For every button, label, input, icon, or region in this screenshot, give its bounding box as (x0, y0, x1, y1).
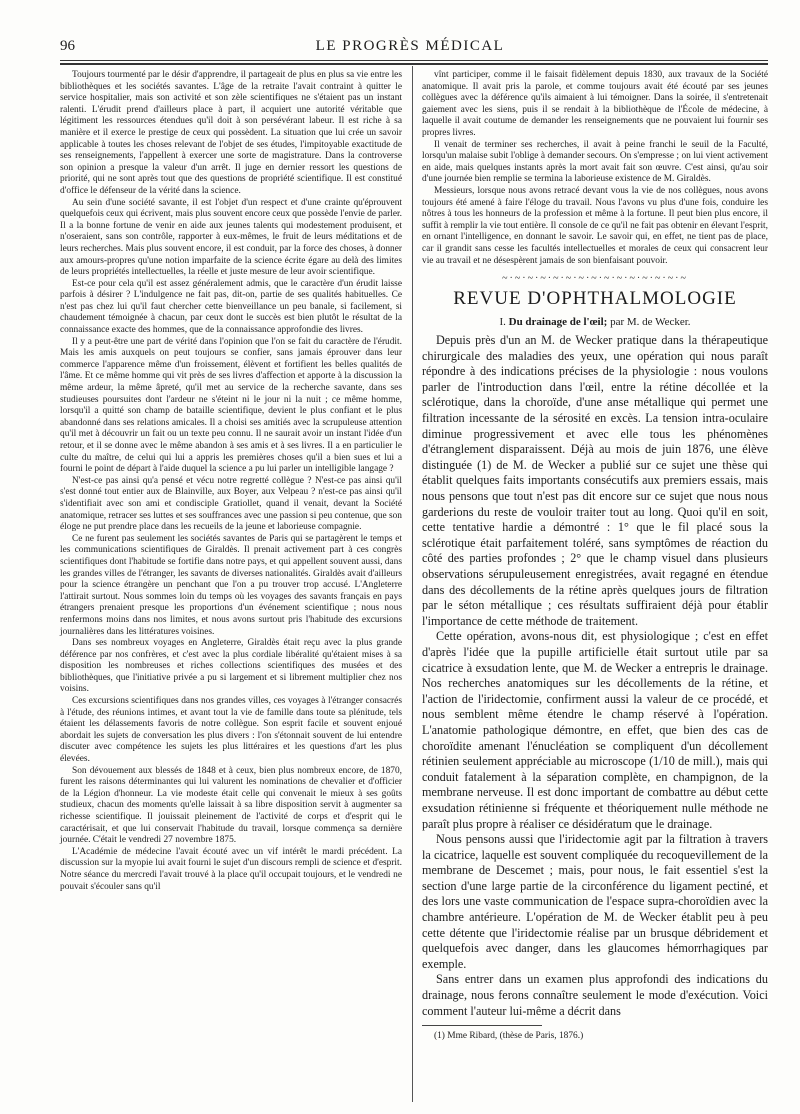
left-column (60, 70, 402, 893)
paragraph: Est-ce pour cela qu'il est assez généralement admis, que le caractère d'un érudit laisse parfois à désirer ? L'indulgence ne fait pas, dit-on, partie de ses qualités habituelles. Ce n'est pas chez lui qu'il faut chercher cette bienveillance un peu banale, si facilement, si chaudement témoignée à chacun, par ceux dont le succès est bien plutôt le résultat de la connaissance exacte des hommes, que de la connaissance approfondie des livres. (60, 278, 402, 336)
paragraph: vînt participer, comme il le faisait fidèlement depuis 1830, aux travaux de la Société anatomique. Il avait pris la parole, et comme toujours avait été écouté par ses jeunes collègues avec la déférence qu'ils aimaient à lui témoigner. Dans la soirée, il s'entretenait gaiement avec les siens, puis il se rendait à la bibliothèque de l'École de médecine, à laquelle il avait coutume de demander les renseignements que ne pouvaient lui fournir ses propres livres. (422, 70, 768, 138)
page-number: 96 (60, 38, 75, 54)
paragraph: Nous pensons aussi que l'iridectomie agit par la filtration à travers la cicatrice, laquelle est souvent compliquée du recoquevillement de la membrane de Descemet ; mais, pour nous, le fait essentiel s'est la section d'une large partie de la circonférence du ligament pectiné, et des lors une vaste communication de l'espace supra-choroïdien avec la chambre antérieure. L'opération de M. de Wecker établit peu à peu cette détente que l'iridectomie réalise par un brusque débridement et quelquefois avec danger, dans les glaucomes hémorrhagiques par exemple. (422, 832, 768, 971)
footnote-rule (422, 1025, 542, 1026)
paragraph: Toujours tourmenté par le désir d'apprendre, il partageait de plus en plus sa vie entre les bibliothèques et les sociétés savantes. L'âge de la retraite l'avait contraint à quitter le service hospitalier, mais son activité et son zèle scientifiques ne s'étaient pas un instant ralenti. L'érudit prend d'ailleurs place à part, il acquiert une autorité véritable que légitiment les ressources étendues qu'il doit à son persévérant labeur. Il est riche à sa manière et il exerce le prestige de ceux qui possèdent. La situation que lui crée un savoir applicable à toutes les choses relevant de l'objet de ses études, l'impitoyable exactitude de ses renseignements, l'appellent à exercer une sorte de magistrature. Dans la controverse son opinion a presque la valeur d'un arrêt. Il juge en dernier ressort les questions de priorité, qui ne sont après tout que des questions de propriété scientifique. Il est constitué d'office le défenseur de la vérité dans la science. (60, 70, 402, 196)
paragraph: Cette opération, avons-nous dit, est physiologique ; c'est en effet d'après l'idée que la pupille artificielle était surtout utile par sa cicatrice à exsudation lente, que M. de Wecker a entrepris le drainage. Nos recherches anatomiques sur les décollements de la rétine, et l'action de l'iridectomie, confirment aussi la valeur de ce procédé, et nous semblent même étendre le champ réservé à l'opération. L'anatomie pathologique démontre, en effet, que bien des cas de choroïdite amenant l'énucléation se compliquent d'un décollement rétinien seulement appréciable au microscope (1/10 de mill.), mais qui conduit fatalement à la séparation complète, en champignon, de la membrane nerveuse. Il est donc important de combattre au début cette exsudation rétinienne si fréquente et théoriquement nulle méthode ne paraît plus propre à réaliser ce désidératum que le drainage. (422, 629, 768, 831)
footnote: (1) Mme Ribard, (thèse de Paris, 1876.) (434, 1031, 584, 1042)
article-heading (422, 316, 768, 328)
column-separator (412, 66, 413, 1102)
article-number: I. (499, 316, 506, 329)
paragraph: Au sein d'une société savante, il est l'objet d'un respect et d'une crainte qu'éprouvent quelquefois ceux qui écrivent, mais plus souvent encore ceux que possède l'envie de parler. Il a la bonne fortune de venir en aide aux jeunes talents qui modestement produisent, et n'oseraient, sans son contrôle, rapporter à eux-mêmes, le fruit de leurs méditations et de leurs recherches. Mais plus souvent encore, il est conduit, par la force des choses, à donner aux amours-propres qu'une notion imparfaite de la science écrite égare au delà des limites de leurs propriétés intellectuelles, la réelle et juste mesure de leur avoir scientifique. (60, 197, 402, 278)
section-title: REVUE D'OPHTHALMOLOGIE (453, 288, 737, 310)
paragraph: Dans ses nombreux voyages en Angleterre, Giraldès était reçu avec la plus grande déférence par nos confrères, et c'est avec la plus cordiale libéralité qu'étaient mises à sa disposition les nombreuses et riches collections scientifiques des musées et des bibliothèques, que l'initiative privée a pu si largement et si librement multiplier chez nos voisins. (60, 638, 402, 695)
article-body (422, 333, 768, 1019)
right-column (422, 70, 768, 1042)
paragraph: Ces excursions scientifiques dans nos grandes villes, ces voyages à l'étranger consacrés à l'étude, des réunions intimes, et avant tout la vie de famille dans toute sa plénitude, tels étaient les délassements favoris de notre collègue. Son esprit facile et souvent enjoué abordait les sujets de conversation les plus divers : l'on s'étonnait souvent de lui entendre discuter avec compétence les sujets les plus littéraires et les questions d'art les plus élevées. (60, 696, 402, 765)
paragraph: Il venait de terminer ses recherches, il avait à peine franchi le seuil de la Faculté, lorsqu'un malaise subit l'oblige à demander secours. On s'empresse ; on lui vient activement en aide, mais quelques instants après la mort avait fait son œuvre. C'est ainsi, qu'au soir d'une journée bien remplie se termina la laborieuse existence de M. Giraldès. (422, 139, 768, 185)
page-header (60, 38, 760, 58)
paragraph: Messieurs, lorsque nous avons retracé devant vous la vie de nos collègues, nous avons toujours été amené à faire l'éloge du travail. Nous l'avons vu plus d'une fois, conduire les nôtres à tous les honneurs de la profession et même à la fortune. Il peut bien plus encore, il suffit à remplir la vie tout entière. Il console de ce qu'il ne fait pas obtenir en élevant l'esprit, en ornant l'intelligence, en donnant le savoir. Le savoir qui, en effet, ne tient pas de place, car il grandit sans cesse les facultés intellectuelles et morales de ceux qui consacrent leur vie au travail et ne désespèrent jamais de son bienfaisant pouvoir. (422, 185, 768, 266)
journal-title: LE PROGRÈS MÉDICAL (315, 38, 505, 54)
paragraph: Depuis près d'un an M. de Wecker pratique dans la thérapeutique chirurgicale des maladies des yeux, une opération qui nous paraît répondre à des indications précises de la physiologie : nous voulons parler de l'introduction dans l'œil, entre la rétine décollée et la sclérotique, dans la choroïde, d'une anse métallique qui permet une filtration incessante de la sérosité en excès. La tension intra-oculaire diminue progressivement et avec elle tous les phénomènes d'étranglement disparaissent. Déjà au mois de juin 1876, une élève distinguée (1) de M. de Wecker a publié sur ce sujet une thèse qui établit quelques faits importants consécutifs aux premiers essais, mais nous pensons que tout n'est pas dit encore sur ce sujet que nous nous garderions du reste de vouloir traiter tout au long. Quoi qu'il en soit, cette tentative hardie a démontré : 1° que le fil placé sous la sclérotique était parfaitement toléré, sans symptômes de réaction du côté des parties profondes ; 2° que le champ visuel dans plusieurs observations sérupuleusement enregistrées, avait regagné en étendue dans des décollements de la rétine après quelques jours de filtration par le séton métallique ; ces résultats suffiraient déjà pour établir l'importance de cette méthode de traitement. (422, 333, 768, 628)
section-ornament: ~·~·~·~·~·~·~·~·~·~·~·~·~·~·~ (502, 273, 688, 285)
paragraph: Sans entrer dans un examen plus approfondi des indications du drainage, nous ferons connaître seulement le mode d'exécution. Voici comment l'auteur lui-même a décrit dans (422, 972, 768, 1018)
header-rule-thick (60, 63, 768, 65)
article-title: Du drainage de l'œil; (508, 316, 608, 329)
header-rule (60, 60, 768, 61)
paragraph: L'Académie de médecine l'avait écouté avec un vif intérêt le mardi précédent. La discussion sur la myopie lui avait fourni le sujet d'un discours rempli de science et d'esprit. Notre séance du mercredi l'avait trouvé à la place qu'il occupait toujours, et le vendredi ne pouvait s'écouler sans qu'il (60, 846, 402, 892)
paragraph: Ce ne furent pas seulement les sociétés savantes de Paris qui se partagèrent le temps et les communications scientifiques de Giraldès. Il prenait activement part à ces congrès scientifiques dont l'habitude se fortifie dans notre pays, et qui appellent souvent aussi, dans les grandes villes de l'étranger, les savants de diverses nationalités. Giraldès avait d'ailleurs pour la science étrangère un penchant que l'on a pu trouver trop accusé. L'Angleterre l'attirait surtout. Nous sommes loin du temps où les voyages des savants français en pays étrangers prenaient presque les proportions d'un événement scientifique ; nous nous renfermons moins dans nos limites, et nous avons surtout pris l'habitude des excursions journalières dans les littératures voisines. (60, 533, 402, 637)
paragraph: N'est-ce pas ainsi qu'a pensé et vécu notre regretté collègue ? N'est-ce pas ainsi qu'il s'est donné tout entier aux de Blainville, aux Boyer, aux Velpeau ? n'est-ce pas ainsi qu'il s'identifiait avec son ami et condisciple Gratiollet, quand il venait, devant la Société anatomique, retracer ses luttes et ses souffrances avec une passion si peu contenue, que son éloge ne put prendre place dans les recueils de la jeune et laborieuse compagnie. (60, 475, 402, 533)
article-author: par M. de Wecker. (610, 316, 691, 329)
paragraph: Son dévouement aux blessés de 1848 et à ceux, bien plus nombreux encore, de 1870, furent les raisons déterminantes qui lui valurent les nominations de chevalier et d'officier de la Légion d'honneur. La vie modeste était celle qui convenait le mieux à ses goûts studieux, chacun des moments qu'elle laissait à sa libre disposition servit à augmenter sa richesse scientifique. Il jouissait pleinement de l'activité de corps et d'esprit qui le caractérisait, et que lui conservait l'habitude du travail, lorsque commença sa dernière journée. C'était le vendredi 27 novembre 1875. (60, 765, 402, 846)
paragraph: Il y a peut-être une part de vérité dans l'opinion que l'on se fait du caractère de l'érudit. Mais les amis auxquels on peut toujours se confier, sans jamais éprouver dans leur commerce l'apparence même d'un froissement, élèvent et fortifient les belles qualités de l'âme. Et ce même homme qui vit près de ses livres d'affection et apporte à la discussion la même ardeur, la même âpreté, qu'il met au service de la recherche savante, dans ses studieuses poursuites dont l'ardeur ne s'éteint ni le jour ni la nuit ; ce même homme, lorsqu'il a quitté son champ de bataille scientifique, devient le plus confiant et le plus abandonné dans ses relations amicales. Il a choisi ses amitiés avec la scrupuleuse attention qu'il met à découvrir un fait ou un texte peu connu. Il ne saurait avoir un instant l'idée d'un retour, et il se donne avec le même abandon à ses amis et à ses livres. Il a en particulier le culte du maître, de celui qui lui a appris les premières choses qu'il a bien sues et lui a fourni le point de départ à l'aide duquel la science a pu lui parler un intelligible langage ? (60, 336, 402, 475)
eulogy-continuation (422, 70, 768, 267)
